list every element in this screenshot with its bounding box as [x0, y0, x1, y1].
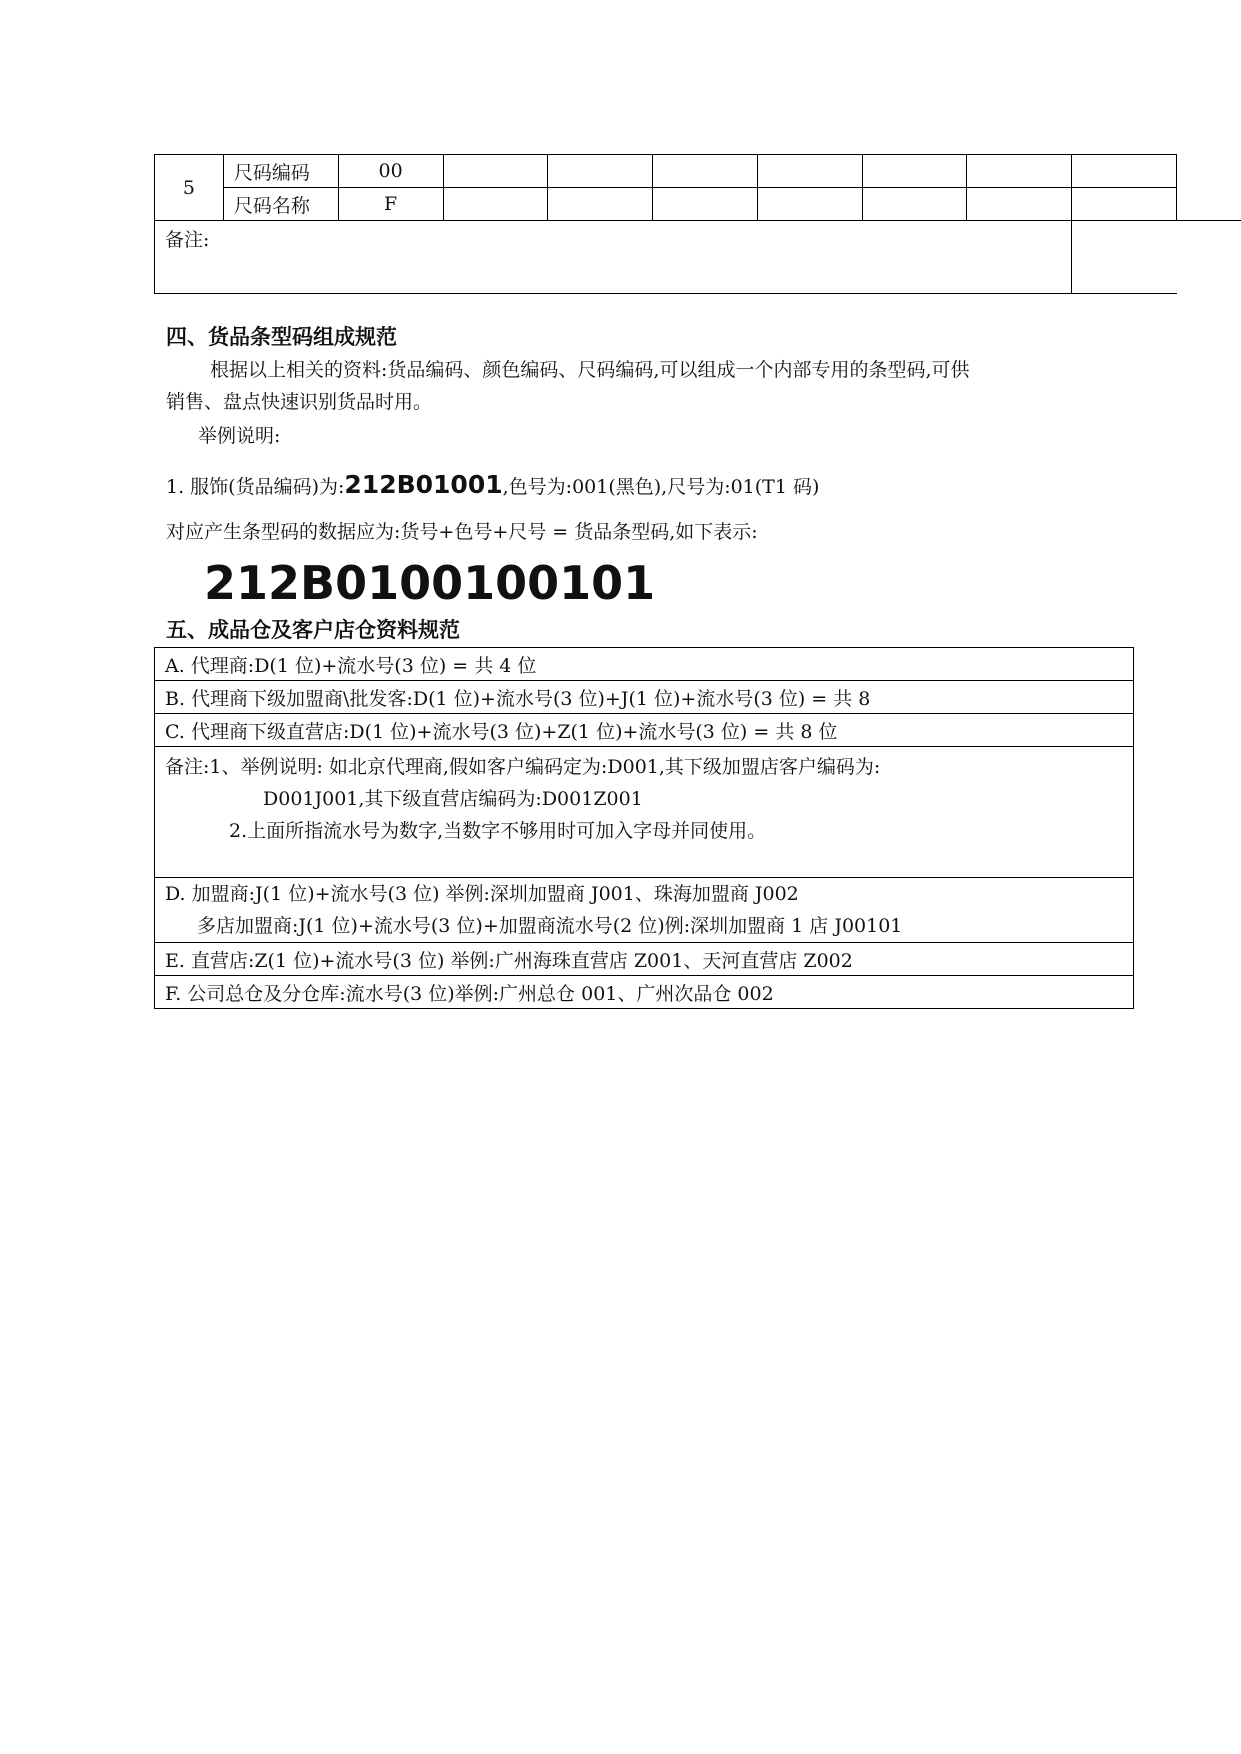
empty-cell	[548, 188, 653, 221]
example-label: 举例说明:	[198, 425, 281, 447]
empty-cell	[967, 188, 1072, 221]
table-row	[155, 747, 1134, 878]
note-cell: 备注:	[155, 221, 1072, 294]
note-row	[155, 747, 1134, 878]
warehouse-code-table	[154, 647, 1134, 1009]
example-code: 212B01001	[344, 470, 503, 499]
row-c: C. 代理商下级直营店:D(1 位)+流水号(3 位)+Z(1 位)+流水号(3 位) = 共 8 位	[155, 714, 1134, 747]
size-code-table	[154, 154, 1241, 294]
row-a: A. 代理商:D(1 位)+流水号(3 位) = 共 4 位	[155, 648, 1134, 681]
row-b: B. 代理商下级加盟商\批发客:D(1 位)+流水号(3 位)+J(1 位)+流水号(3 位) = 共 8	[155, 681, 1134, 714]
example-prefix: 1. 服饰(货品编码)为:	[166, 476, 345, 498]
empty-cell	[967, 155, 1072, 188]
row-number-cell: 5	[155, 155, 224, 221]
example-suffix: ,色号为:001(黑色),尺号为:01(T1 码)	[502, 476, 820, 498]
empty-cell	[548, 155, 653, 188]
table-row	[155, 155, 1241, 188]
empty-cell	[757, 188, 862, 221]
empty-cell	[1177, 155, 1241, 188]
empty-cell	[443, 188, 548, 221]
paragraph-line: 销售、盘点快速识别货品时用。	[166, 391, 433, 413]
row-d	[155, 878, 1134, 943]
empty-cell	[1072, 155, 1177, 188]
row-d-line: D. 加盟商:J(1 位)+流水号(3 位) 举例:深圳加盟商 J001、珠海加盟商 J002	[165, 883, 799, 905]
table-row	[155, 976, 1134, 1009]
example-line	[166, 470, 819, 502]
note-line: 备注:1、举例说明: 如北京代理商,假如客户编码定为:D001,其下级加盟店客户编码为:	[165, 756, 881, 778]
table-row	[155, 221, 1241, 294]
paragraph-line: 根据以上相关的资料:货品编码、颜色编码、尺码编码,可以组成一个内部专用的条型码,可供	[210, 359, 970, 381]
empty-cell	[1177, 188, 1241, 221]
table-row	[155, 714, 1134, 747]
empty-cell	[757, 155, 862, 188]
empty-cell	[653, 155, 758, 188]
empty-cell	[1072, 188, 1177, 221]
row-d-line: 多店加盟商:J(1 位)+流水号(3 位)+加盟商流水号(2 位)例:深圳加盟商 1 店 J00101	[197, 915, 903, 937]
row-e: E. 直营店:Z(1 位)+流水号(3 位) 举例:广州海珠直营店 Z001、天河直营店 Z002	[155, 943, 1134, 976]
table-row	[155, 188, 1241, 221]
empty-cell	[862, 155, 967, 188]
table-row	[155, 648, 1134, 681]
barcode-number: 212B0100100101	[204, 556, 656, 610]
size-name-label: 尺码名称	[223, 188, 338, 221]
table-row	[155, 681, 1134, 714]
row-f: F. 公司总仓及分仓库:流水号(3 位)举例:广州总仓 001、广州次品仓 002	[155, 976, 1134, 1009]
formula-line: 对应产生条型码的数据应为:货号+色号+尺号 = 货品条型码,如下表示:	[166, 521, 758, 543]
empty-cell	[1072, 221, 1177, 294]
table-row	[155, 878, 1134, 943]
note-line: D001J001,其下级直营店编码为:D001Z001	[263, 788, 643, 810]
size-code-value: 00	[338, 155, 443, 188]
empty-cell	[653, 188, 758, 221]
size-name-value: F	[338, 188, 443, 221]
empty-cell	[862, 188, 967, 221]
section-4-heading: 四、货品条型码组成规范	[166, 325, 397, 349]
table-row	[155, 943, 1134, 976]
empty-cell	[443, 155, 548, 188]
size-code-label: 尺码编码	[223, 155, 338, 188]
section-5-heading: 五、成品仓及客户店仓资料规范	[166, 618, 460, 642]
note-line: 2.上面所指流水号为数字,当数字不够用时可加入字母并同使用。	[229, 820, 767, 842]
